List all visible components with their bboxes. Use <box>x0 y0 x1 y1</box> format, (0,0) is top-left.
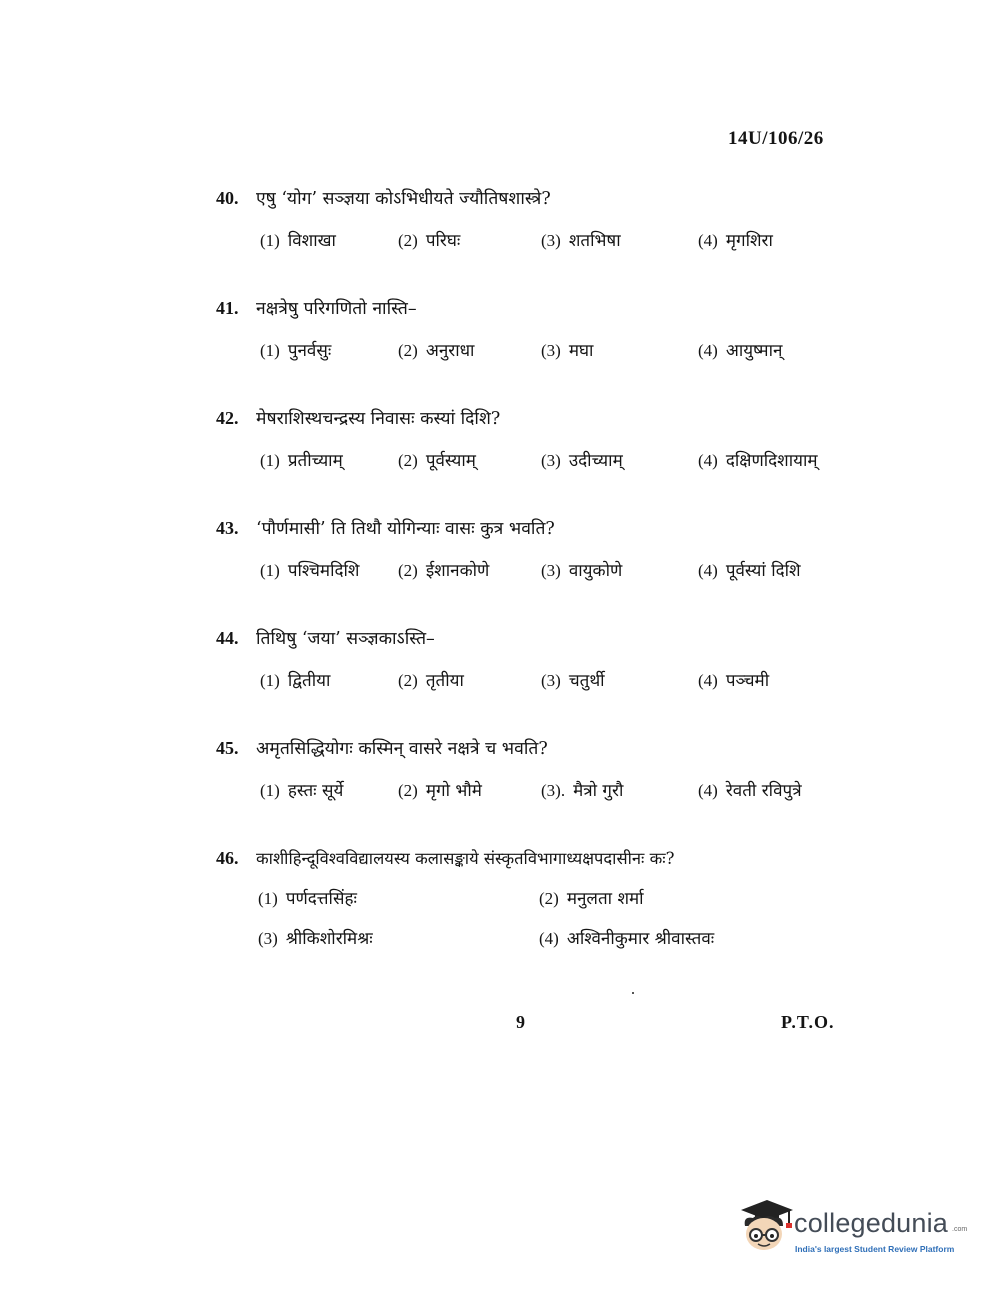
option-3: (3). मैत्रो गुरौ <box>541 781 624 801</box>
question-number: 40. <box>216 188 239 208</box>
option-1: (1) विशाखा <box>260 231 336 251</box>
options-row <box>216 926 876 960</box>
options-row <box>216 886 876 920</box>
question-42 <box>216 406 856 482</box>
options-row <box>216 448 856 482</box>
option-2: (2) अनुराधा <box>398 341 475 361</box>
question-45 <box>216 736 856 812</box>
question-text: काशीहिन्दूविश्वविद्यालयस्य कलासङ्काये संस्कृतविभागाध्यक्षपदासीनः कः? <box>256 849 675 868</box>
question-text: नक्षत्रेषु परिगणितो नास्ति– <box>256 299 417 319</box>
option-4: (4) रेवती रविपुत्रे <box>698 781 802 801</box>
question-number: 41. <box>216 298 239 318</box>
question-number: 42. <box>216 408 239 428</box>
question-text: मेषराशिस्थचन्द्रस्य निवासः कस्यां दिशि? <box>256 409 501 429</box>
question-41 <box>216 296 856 372</box>
question-text: ‘पौर्णमासी’ ति तिथौ योगिन्याः वासः कुत्र भवति? <box>256 519 555 539</box>
page-number: 9 <box>516 1012 525 1032</box>
option-1: (1) हस्तः सूर्ये <box>260 781 344 801</box>
options-row <box>216 668 856 702</box>
option-2: (2) मनुलता शर्मा <box>539 889 644 909</box>
question-number: 46. <box>216 848 239 868</box>
option-2: (2) पूर्वस्याम् <box>398 451 476 471</box>
speck <box>632 992 634 994</box>
option-3: (3) श्रीकिशोरमिश्रः <box>258 929 373 949</box>
option-1: (1) पर्णदत्तसिंहः <box>258 889 357 909</box>
option-4: (4) आयुष्मान् <box>698 341 783 361</box>
option-1: (1) प्रतीच्याम् <box>260 451 343 471</box>
brand-suffix: .com <box>952 1226 968 1233</box>
question-number: 43. <box>216 518 239 538</box>
options-row <box>216 228 856 262</box>
option-2: (2) मृगो भौमे <box>398 781 482 801</box>
question-46 <box>216 846 876 960</box>
option-4: (4) अश्विनीकुमार श्रीवास्तवः <box>539 929 715 949</box>
paper-code: 14U/106/26 <box>728 128 824 149</box>
options-row <box>216 778 856 812</box>
question-text: तिथिषु ‘जया’ सञ्ज्ञकाऽस्ति– <box>256 629 435 649</box>
option-2: (2) परिघः <box>398 231 461 251</box>
option-4: (4) पञ्चमी <box>698 671 770 691</box>
question-number: 45. <box>216 738 239 758</box>
option-1: (1) पुनर्वसुः <box>260 341 332 361</box>
option-4: (4) पूर्वस्यां दिशि <box>698 561 801 581</box>
option-3: (3) चतुर्थी <box>541 671 605 691</box>
options-row <box>216 558 856 592</box>
brand-tagline: India's largest Student Review Platform <box>795 1244 955 1254</box>
options-row <box>216 338 856 372</box>
question-text: अमृतसिद्धियोगः कस्मिन् वासरे नक्षत्रे च भवति? <box>256 739 548 759</box>
option-3: (3) वायुकोणे <box>541 561 623 581</box>
option-1: (1) पश्चिमदिशि <box>260 561 360 581</box>
question-text: एषु ‘योग’ सञ्ज्ञया कोऽभिधीयते ज्यौतिषशास्त्रे? <box>256 189 551 209</box>
option-4: (4) मृगशिरा <box>698 231 773 251</box>
option-2: (2) तृतीया <box>398 671 464 691</box>
option-3: (3) मघा <box>541 341 594 361</box>
question-44 <box>216 626 856 702</box>
pto-label: P.T.O. <box>781 1012 835 1032</box>
option-2: (2) ईशानकोणे <box>398 561 490 581</box>
option-1: (1) द्वितीया <box>260 671 331 691</box>
option-3: (3) शतभिषा <box>541 231 621 251</box>
question-number: 44. <box>216 628 239 648</box>
option-3: (3) उदीच्याम् <box>541 451 623 471</box>
question-40 <box>216 186 856 262</box>
option-4: (4) दक्षिणदिशायाम् <box>698 451 818 471</box>
question-43 <box>216 516 856 592</box>
brand-name: collegedunia <box>794 1208 949 1238</box>
